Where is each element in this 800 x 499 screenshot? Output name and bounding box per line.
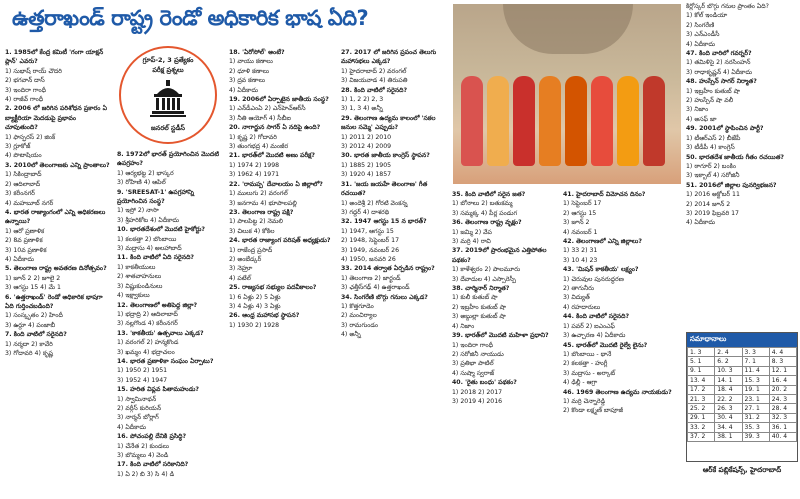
question-text: 38. చార్మినార్ నిర్మాత? [452,285,510,293]
option-text: 1) 2018 2) 2017 [452,388,503,396]
dancer-figure [487,76,509,166]
option-text: 4) ఏదీకాదు [5,255,34,263]
option-text: 3) ఆగస్టు 15 4) మే 1 [5,284,61,292]
option-text: 3) సమ్మక్క 4) పీర్ల పండుగ [452,209,518,217]
answer-cell: 34. 4 [715,423,742,432]
question-text: 34. సింగరేణి బొగ్గు గనులు ఎక్కడ? [341,293,428,301]
option-text: 4) ఏదీకాదు [117,423,146,431]
option-text: 1) కాళేశ్వరం 2) పాలమూరు [452,266,521,274]
question-text: 50. భారతదేశ జాతీయ గీతం రచయిత? [686,153,785,161]
option-text: 3) 2019 4) 2016 [452,397,503,405]
option-text: 2) 8వ ప్రణాళిక [5,237,43,245]
answer-cell: 22. 2 [715,394,742,403]
option-text: 3) నిజాం [686,106,709,114]
question-column-1 [5,48,111,494]
option-text: 4) నవంబర్ 1 [563,228,598,236]
option-text: 3) నెహ్రూ [229,265,253,273]
question-text: 12. తెలంగాణలో అతిపెద్ద జిల్లా? [117,301,198,309]
option-text: 1) బొంబాయి - థానే [563,350,612,358]
option-text: 1) 1, 2 2) 2, 3 [341,96,384,104]
question-column-6 [563,190,678,494]
question-text: 21. భారత్‌లో మొదటి అణు పరీక్ష? [229,152,315,160]
answer-cell: 26. 3 [715,404,742,413]
option-text: 3) 1949, నవంబర్ 26 [341,246,400,254]
option-text: కిర్లోస్కర్ బొగ్గు గనుల ప్రాంతం ఏది? [686,3,769,10]
answer-row [688,413,797,422]
parliament-building-icon [149,78,187,118]
answer-cell: 10. 3 [715,366,742,375]
option-text: 1) సెప్టెంబర్ 17 [563,200,602,208]
badge-line-2: పరీక్ష ప్రశ్నలు [152,66,184,74]
option-text: 3) 2019 ఫిబ్రవరి 17 [686,209,739,217]
option-text: 1) కోల్ ఇండియా [686,12,728,20]
answer-cell: 20. 2 [769,385,796,394]
answer-cell: 24. 3 [769,394,796,403]
question-text: 14. భారత ప్రణాళికా సంఘం ఏర్పాటు? [117,357,214,365]
option-text: 3) 10 4) 23 [563,256,598,264]
option-text: 2) భగవాన్ దాస్ [5,77,45,85]
option-text: 1) తెలంగాణ 2) జార్ఖండ్ [341,274,401,282]
answer-row [688,376,797,385]
question-text: 41. హైదరాబాద్ విమోచన దినం? [563,191,646,198]
option-text: 3) అబ్దుల్లా కుతుబ్ షా [452,313,506,321]
option-text: 1) భద్రాద్రి 2) ఆదిలాబాద్ [117,310,178,318]
answer-cell: 6. 2 [715,357,742,366]
badge-line-3: జనరల్ స్టడీస్ [151,124,185,132]
option-text: 1) కాకతీయులు [117,263,156,271]
question-text: 7. కింది వాటిలో సరైనది? [5,331,67,339]
question-text: 22. 'రామప్ప' దేవాలయం ఏ జిల్లాలో? [229,180,323,188]
question-text: 20. నాగార్జున సాగర్ ఏ నదిపై ఉంది? [229,124,321,132]
question-text: 33. 2014 తర్వాత ఏర్పడిన రాష్ట్రం? [341,265,435,273]
question-text: 39. భారత్‌లో మొదటి మహిళా ప్రధాని? [452,332,549,340]
option-text: 3) ఛత్తీస్‌గఢ్ 4) ఉత్తరాఖండ్ [341,284,410,292]
question-column-7 [686,2,796,326]
option-text: 3) మద్రాసు 4) అలహాబాద్ [117,245,182,253]
option-text: 1) జమ్మి 2) వేప [452,228,492,236]
question-text: 36. తెలంగాణ రాష్ట్ర వృక్షం? [452,219,522,227]
option-text: 3) జూన్ 2 [563,219,590,227]
option-text: 1) చెరువుల పునరుద్ధరణ [563,275,624,283]
option-text: 3) ప్రతిభా పాటిల్ [452,360,494,368]
option-text: 2) 2014 జూన్ 2 [686,200,731,208]
option-text: 1) 1950 2) 1951 [117,367,168,375]
option-text: 1) వరంగల్ 2) హన్మకొండ [117,339,179,347]
option-text: 2) సరోజినీ నాయుడు [452,350,504,358]
question-text: 32. 1947 ఆగస్టు 15 న భారత్? [341,218,427,226]
answer-cell: 39. 3 [742,432,769,441]
option-text: 3) టీడీపీ 4) కాంగ్రెస్ [686,144,735,152]
answer-cell: 27. 1 [742,404,769,413]
option-text: 3) ద్రవ కణాలు [229,77,266,85]
option-text: 2) హుస్సేన్ షా వలీ [686,97,734,105]
option-text: 1) 33 2) 31 [563,247,598,255]
option-text: 1) రాజేంద్ర ప్రసాద్ [229,246,273,254]
option-text: 3) గోదావరి 4) కృష్ణ [5,350,53,357]
question-text: 25. రాజ్యసభ సభ్యుల పదవీకాలం? [229,284,317,292]
option-text: 4) పొటాషియం [5,152,42,160]
option-text: 2) తాగునీరు [563,285,594,293]
option-text: 2) 1948, సెప్టెంబర్ 17 [341,237,400,245]
answer-cell: 37. 2 [688,432,715,441]
question-text: 6. 'ఉత్తరాఖండ్' రెండో అధికారిక భాషగా ఏది గుర్తించబడింది? [5,293,103,310]
answer-cell: 11. 4 [742,366,769,375]
option-text: 3) ఇందిరా గాంధీ [5,86,46,94]
option-text: 1) కొత్తగూడెం [341,302,374,310]
option-text: 1) సంస్కృతం 2) హిందీ [5,312,63,320]
option-text: 1) బోనాలు 2) బతుకమ్మ [452,200,513,208]
option-text: 3) 2012 4) 2009 [341,143,392,151]
option-text: 1) కృష్ణ 2) గోదావరి [229,133,277,141]
option-text: 3) ఇక్బాల్ 4) సరోజినీ [686,172,740,180]
option-text: 1) ఇస్రో 2) నాసా [117,207,159,215]
question-text: 2. 2006 లో జరిగిన పరిశోధన ప్రకారం ఏ బ్యాక్టీరియా మెదడుపై ప్రభావం చూపుతుంది? [5,105,107,132]
question-column-3 [229,48,335,494]
answer-cell: 25. 2 [688,404,715,413]
answer-cell: 4. 4 [769,348,796,357]
option-text: 1) చేనేత 2) కుండలు [117,442,170,450]
answer-cell: 3. 3 [742,348,769,357]
option-text: 3) తుంగభద్ర 4) మంజీర [229,143,289,151]
answer-key-table [687,347,797,442]
answer-cell: 21. 3 [688,394,715,403]
option-text: 3) గద్దర్ 4) దాశరథి [341,208,390,216]
question-text: 43. 'మిషన్ కాకతీయ' లక్ష్యం? [563,266,639,274]
option-text: 1) మర్రి చెన్నారెడ్డి [563,397,606,405]
question-text: 1. 1985లో కేంద్ర కమిటీ 'గంగా యాక్షన్ ప్లాన్' ఎవరు? [5,49,104,66]
answer-cell: 28. 4 [769,404,796,413]
answer-row [688,432,797,441]
option-text: 1) ఇబ్రహీం కుతుబ్ షా [686,87,740,95]
option-text: 1) 6 ఏళ్లు 2) 5 ఏళ్లు [229,293,281,301]
option-text: 2) కొండా లక్ష్మణ్ బాపూజీ [563,407,623,415]
question-text: 23. తెలంగాణ రాష్ట్ర పక్షి? [229,208,294,216]
dancer-figure [643,76,665,166]
question-column-2 [117,150,223,494]
option-text: 3) 1920 4) 1857 [341,171,392,179]
question-text: 40. 'రైతు బంధు' పథకం? [452,379,517,387]
option-text: 2) ఇబ్రహీం కుతుబ్ షా [452,303,506,311]
option-text: 3) కరీంనగర్ [5,190,35,198]
question-text: 10. భారతదేశంలో మొదటి హైకోర్టు? [117,226,206,234]
option-text: 1) స్వామినాథన్ [117,395,157,403]
question-text: 51. 2016లో జిల్లాల పునర్విభజన? [686,181,777,189]
publisher-credit: ఆర్‌కే పబ్లికేషన్స్, హైదరాబాద్ [702,466,782,474]
answer-row [688,404,797,413]
question-column-5 [452,190,556,494]
option-text: 1) ఫాస్ఫరస్ 2) జింక్ [5,133,56,141]
question-column-4 [341,48,445,494]
group-exam-badge [119,46,217,146]
dancers-photo [453,4,681,184]
answer-cell: 14. 1 [715,376,742,385]
option-text: 3) రాధాకృష్ణన్ 4) ఏదీకాదు [686,68,752,76]
dancer-figure [461,76,483,166]
answer-cell: 40. 4 [769,432,796,441]
option-text: 3) మద్రాసు - అర్కాట్ [563,369,616,377]
question-text: 17. కింది వాటిలో సరికానిది? [117,461,189,469]
question-text: 11. కింది వాటిలో ఏది సరైనది? [117,254,195,262]
question-text: 3. 2010లో తెలంగాణకు ఎన్ని ప్రాంతాలు? [5,161,110,169]
question-text: 46. 1969 తెలంగాణ ఉద్యమ నాయకుడు? [563,388,672,396]
option-text: 1) 1930 2) 1928 [229,321,280,329]
answer-cell: 18. 4 [715,385,742,394]
question-text: 45. భారత్‌లో మొదటి రైల్వే లైను? [563,341,648,349]
option-text: 1) పాలపిట్ట 2) నెమలి [229,218,283,226]
question-text: 19. 2006లో ఏర్పాటైన జాతీయ సంస్థ? [229,96,329,104]
option-text: 1) 2011 2) 2010 [341,133,392,141]
option-text: 3) ఉచ్చారణ 4) ఏదీకాదు [563,332,626,340]
option-text: 3) విజయవాడ 4) తిరుపతి [341,77,408,85]
option-text: 1) జూన్ 2 2) జూలై 2 [5,274,61,282]
option-text: 1) వాయు కణాలు [229,58,273,66]
option-text: 3) విద్యుత్ [563,294,590,302]
option-text: 4) అన్నీ [341,331,361,339]
option-text: 3) 4 ఏళ్లు 4) 3 ఏళ్లు [229,302,281,310]
question-text: 48. హుస్సేన్ సాగర్ నిర్మాత? [686,78,757,86]
option-text: 4) నిజాం [452,322,475,330]
option-text: 2) ఆదిలాబాద్ [5,180,41,188]
dancer-figure [591,76,613,166]
option-text: 4) పటేల్ [229,274,251,282]
option-text: 1) కులీ కుతుబ్ షా [452,294,498,302]
question-text: 28. కింది వాటిలో సరైనది? [341,86,408,94]
option-text: 3) విష్ణుకుండినులు [117,282,163,290]
answer-cell: 2. 4 [715,348,742,357]
option-text: 4) ఇక్ష్వాకులు [117,292,150,300]
option-text: 1) 1885 2) 1905 [341,161,392,169]
question-text: 9. 'SREESAT-1' ఉపగ్రహాన్ని ప్రయోగించిన సంస్థ? [117,188,195,206]
option-text: 2) ధూళి కణాలు [229,67,269,75]
option-text: 3) 1962 4) 1971 [229,171,280,179]
answer-cell: 30. 4 [715,413,742,422]
question-text: 37. 2019లో ప్రారంభమైన ఎత్తిపోతల పథకం? [452,247,547,264]
question-text: 16. పోచంపల్లి దేనికి ప్రసిద్ధి? [117,433,187,441]
answer-cell: 23. 1 [742,394,769,403]
question-text: 42. తెలంగాణలో ఎన్ని జిల్లాలు? [563,238,642,246]
option-text: 2) వర్గీస్ కురియన్ [117,404,162,412]
option-text: 2) మంచిర్యాల [341,312,377,320]
dancer-figure [565,76,587,166]
option-text: 3) మర్రి 4) రావి [452,238,491,246]
option-text: 1) 2016 అక్టోబర్ 11 [686,191,740,199]
photo-arch [503,4,633,54]
option-text: 1) తమిళిసై 2) నరసింహన్ [686,59,751,67]
option-text: 3) 10వ ప్రణాళిక [5,246,47,254]
question-text: 44. కింది వాటిలో సరైనది? [563,313,630,321]
option-text: 3) గ్లూకోజ్ [5,143,31,151]
option-text: 1) కలకత్తా 2) బొంబాయి [117,235,177,243]
option-text: 1) నర్మదా 2) కావేరి [5,340,53,348]
answer-cell: 36. 1 [769,423,796,432]
answer-cell: 15. 3 [742,376,769,385]
option-text: 1) ఎన్‌డీఎంఏ 2) ఎన్‌హెచ్‌ఆర్‌సీ [229,105,306,113]
dancer-figure [513,76,535,166]
option-text: 3) 1952 4) 1947 [117,376,168,384]
option-text: 1) ఏ 2) బి 3) సి 4) డి [117,470,175,478]
answer-row [688,366,797,375]
option-text: 3) జనగామ 4) భూపాలపల్లి [229,199,297,207]
option-text: 4) రాజీవ్ గాంధీ [5,96,44,104]
badge-line-1: గ్రూప్-2, 3 ప్రత్యేకం [142,56,194,64]
answer-cell: 8. 3 [769,357,796,366]
answer-cell: 38. 1 [715,432,742,441]
question-text: 26. ఆంధ్ర మహాసభ స్థాపన? [229,312,300,320]
option-text: 1) ఇందిరా గాంధీ [452,341,493,349]
answer-cell: 31. 2 [742,413,769,422]
answer-cell: 5. 1 [688,357,715,366]
answer-row [688,423,797,432]
answer-cell: 16. 4 [769,376,796,385]
option-text: 2) అంబేడ్కర్ [229,255,262,263]
option-text: 3) రోహిణి 4) ఆపిల్ [117,179,166,187]
answer-cell: 17. 2 [688,385,715,394]
option-text: 3) నీతి ఆయోగ్ 4) సీబీఐ [229,114,291,122]
answer-row [688,357,797,366]
answer-cell: 33. 2 [688,423,715,432]
question-text: 47. కింది వారిలో గవర్నర్? [686,50,752,58]
answer-key-heading: సమాధానాలు [687,333,797,347]
option-text: 3) రామగుండం [341,321,378,329]
option-text: 4) అసఫ్ జా [686,115,717,123]
option-text: 1) పవర్ 2) ఐఎంఎఫ్ [563,322,615,330]
option-text: 4) సుష్మా స్వరాజ్ [452,369,495,377]
question-text: 4. భారత రాజ్యాంగంలో ఎన్ని అధికరణలు ఉన్నాయి? [5,208,106,226]
option-text: 4) మహబూబ్ నగర్ [5,199,54,207]
option-text: 1) ఠాగూర్ 2) బంకిం [686,162,736,170]
option-text: 4) 1950, జనవరి 26 [341,255,396,263]
question-text: 27. 2017 లో జరిగిన ప్రపంచ తెలుగు మహాసభలు ఎక్కడ? [341,49,437,66]
question-text: 18. 'ఏరోసోల్' అంటే? [229,49,285,56]
option-text: 1) టీఆర్ఎస్ 2) బీజేపీ [686,134,741,142]
answer-cell: 12. 1 [769,366,796,375]
answer-cell: 7. 1 [742,357,769,366]
option-text: 4) ఢిల్లీ - ఆగ్రా [563,379,598,387]
question-text: 29. తెలంగాణ ఉద్యమ కాలంలో 'సకల జనుల సమ్మె' ఎప్పుడు? [341,114,436,132]
question-text: 13. 'కాకతీయ' ఉత్సవాలు ఎక్కడ? [117,329,204,337]
option-text: 1) ఆర్యభట్ట 2) భాస్కర [117,169,174,177]
option-text: 3) చిలుక 4) కోకిల [229,227,275,235]
question-text: 49. 2001లో స్థాపించిన పార్టీ? [686,125,764,133]
question-text: 15. హరిత విప్లవ పితామహుడు? [117,386,200,394]
option-text: 3) నల్లగొండ 4) కరీంనగర్ [117,320,178,328]
option-text: 1) సికింద్రాబాద్ [5,171,42,179]
answer-key-box [686,332,798,462]
answer-cell: 1. 3 [688,348,715,357]
option-text: 1) అందెశ్రీ 2) గోరటి వెంకన్న [341,199,408,207]
option-text: 1) 1947, ఆగస్టు 15 [341,227,394,235]
question-text: 24. భారత రాజ్యాంగ పరిషత్ అధ్యక్షుడు? [229,237,331,245]
option-text: 1) హైదరాబాద్ 2) వరంగల్ [341,67,407,75]
answer-cell: 9. 1 [688,366,715,375]
dancer-figure [539,76,561,166]
page-title: ఉత్తరాఖండ్ రాష్ట్ర రెండో అధికారిక భాష ఏది? [12,6,369,30]
question-text: 35. కింది వాటిలో సరైన జత? [452,191,526,198]
option-text: 4) ఏదీకాదు [686,40,715,48]
option-text: 1) ఆరో ప్రణాళిక [5,227,45,235]
option-text: 3) నార్మన్ బోర్లాగ్ [117,414,159,422]
option-text: 1) ములుగు 2) వరంగల్ [229,190,288,198]
answer-cell: 32. 3 [769,413,796,422]
question-text: 31. 'జయ జయహే తెలంగాణ' గీత రచయిత? [341,180,428,198]
option-text: 2) కలకత్తా - హుగ్లీ [563,360,608,368]
option-text: 4) ఏదీకాదు [686,219,715,227]
question-text: 30. భారత జాతీయ కాంగ్రెస్ స్థాపన? [341,152,430,160]
answer-cell: 29. 1 [688,413,715,422]
option-text: 2) సింగరేణి [686,21,715,29]
answer-cell: 13. 4 [688,376,715,385]
option-text: 3) ఖమ్మం 4) భద్రాచలం [117,348,175,356]
option-text: 3) బొమ్మలు 4) వెండి [117,452,169,459]
option-text: 1) సుభాష్ రాయ్ చౌదరి [5,67,62,75]
option-text: 2) శాతవాహనులు [117,273,162,281]
answer-row [688,348,797,357]
question-text: 5. తెలంగాణ రాష్ట్ర అవతరణ దినోత్సవం? [5,265,107,273]
option-text: 3) ఉర్దూ 4) పంజాబీ [5,321,56,329]
option-text: 3) శ్రీహరికోట 4) ఏదీకాదు [117,216,180,224]
option-text: 4) రహదారులు [563,303,601,311]
answer-cell: 35. 3 [742,423,769,432]
option-text: 1) 1974 2) 1998 [229,161,280,169]
answer-row [688,394,797,403]
option-text: 3) 1, 3 4) అన్నీ [341,105,383,113]
dancer-figure [617,76,639,166]
question-text: 8. 1972లో భారత్ ప్రయోగించిన మొదటి ఉపగ్రహం? [117,151,219,168]
option-text: 3) ఎన్‌ఎండీసీ [686,31,720,39]
answer-cell: 19. 1 [742,385,769,394]
option-text: 4) ఏదీకాదు [229,86,258,94]
answer-row [688,385,797,394]
option-text: 2) ఆగస్టు 15 [563,209,597,217]
option-text: 3) దేవాదుల 4) ఎస్సారెస్పీ [452,275,517,283]
